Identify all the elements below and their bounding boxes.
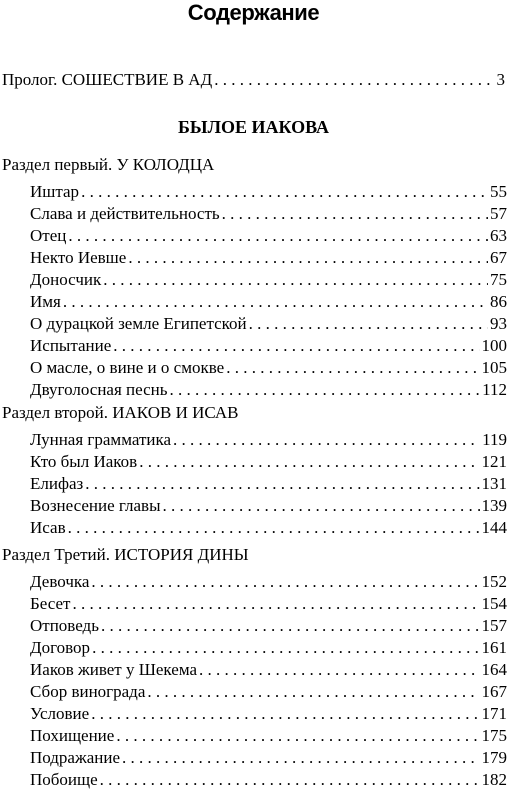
toc-entry-page: 93: [490, 313, 507, 335]
toc-entry-title: Елифаз: [30, 473, 83, 495]
toc-entry: [30, 379, 507, 401]
toc-entry-page: 157: [482, 615, 507, 637]
dot-leader: [122, 747, 479, 769]
dot-leader: [199, 659, 479, 681]
toc-entry: [30, 335, 507, 357]
toc-entry-title: Подражание: [30, 747, 120, 769]
toc-entry-page: 3: [497, 69, 506, 91]
toc-entry: [30, 517, 507, 539]
toc-entry: [30, 681, 507, 703]
dot-leader: [101, 615, 480, 637]
dot-leader: [249, 313, 488, 335]
toc-entry-page: 67: [490, 247, 507, 269]
toc-entry-page: 179: [482, 747, 507, 769]
dot-leader: [68, 517, 480, 539]
section-heading: Раздел второй. ИАКОВ И ИСАВ: [2, 403, 239, 423]
toc-entry: [30, 593, 507, 615]
dot-leader: [147, 681, 479, 703]
toc-entry-title: Имя: [30, 291, 61, 313]
dot-leader: [91, 571, 479, 593]
dot-leader: [128, 247, 488, 269]
toc-entry-page: 152: [482, 571, 507, 593]
toc-entry: [30, 291, 507, 313]
toc-entry: [30, 495, 507, 517]
toc-entry: [30, 269, 507, 291]
toc-entry-page: 144: [482, 517, 507, 539]
toc-entry-title: Договор: [30, 637, 90, 659]
dot-leader: [91, 703, 479, 725]
dot-leader: [85, 473, 479, 495]
toc-entry-page: 171: [482, 703, 507, 725]
toc-entry-page: 139: [482, 495, 507, 517]
toc-entry-title: Вознесение главы: [30, 495, 161, 517]
dot-leader: [226, 357, 479, 379]
toc-entry: [30, 473, 507, 495]
toc-entry: [30, 725, 507, 747]
toc-entry-title: Двуголосная песнь: [30, 379, 168, 401]
toc-entry-page: 112: [482, 379, 507, 401]
toc-entry-page: 175: [482, 725, 507, 747]
toc-entry-title: Некто Иевше: [30, 247, 126, 269]
toc-entry-page: 161: [482, 637, 507, 659]
dot-leader: [92, 637, 479, 659]
section-heading: Раздел первый. У КОЛОДЦА: [2, 155, 214, 175]
toc-entry-title: Побоище: [30, 769, 98, 791]
toc-entry-title: Иаков живет у Шекема: [30, 659, 197, 681]
toc-entry-title: Девочка: [30, 571, 89, 593]
toc-entry: [30, 769, 507, 791]
dot-leader: [163, 495, 480, 517]
toc-entry: [30, 247, 507, 269]
toc-entry: [30, 225, 507, 247]
toc-entry-page: 182: [482, 769, 507, 791]
toc-entry-title: Слава и действительность: [30, 203, 220, 225]
toc-entry: [30, 637, 507, 659]
toc-entry-page: 63: [490, 225, 507, 247]
toc-entry: [30, 571, 507, 593]
toc-entry-prolog: [2, 69, 505, 91]
toc-entry-page: 121: [482, 451, 507, 473]
dot-leader: [103, 269, 488, 291]
toc-entry: [30, 451, 507, 473]
toc-entry-page: 75: [490, 269, 507, 291]
toc-entries-section-2: [30, 429, 507, 539]
part-title: БЫЛОЕ ИАКОВА: [0, 116, 507, 138]
toc-entry-title: Исав: [30, 517, 66, 539]
toc-entry-title: Отец: [30, 225, 66, 247]
toc-entry: [30, 181, 507, 203]
toc-entry: [30, 203, 507, 225]
dot-leader: [214, 69, 494, 91]
dot-leader: [100, 769, 480, 791]
toc-entry: [30, 747, 507, 769]
dot-leader: [72, 593, 479, 615]
dot-leader: [116, 725, 479, 747]
toc-entry-page: 57: [490, 203, 507, 225]
toc-entry-title: Похищение: [30, 725, 114, 747]
toc-entry: [30, 615, 507, 637]
toc-entry: [30, 429, 507, 451]
dot-leader: [68, 225, 488, 247]
dot-leader: [139, 451, 479, 473]
toc-entry-title: Бесет: [30, 593, 70, 615]
toc-entry-title: Отповедь: [30, 615, 99, 637]
toc-entry-title: Условие: [30, 703, 89, 725]
toc-entry-title: Лунная грамматика: [30, 429, 171, 451]
toc-entry-title: Пролог. СОШЕСТВИЕ В АД: [2, 69, 212, 91]
toc-entry-title: Испытание: [30, 335, 111, 357]
toc-entries-section-3: [30, 571, 507, 791]
toc-entry: [30, 659, 507, 681]
page-title: Содержание: [0, 0, 507, 26]
toc-entry-title: О дурацкой земле Египетской: [30, 313, 247, 335]
dot-leader: [170, 379, 481, 401]
toc-entry-page: 86: [490, 291, 507, 313]
toc-entry-title: О масле, о вине и о смокве: [30, 357, 224, 379]
toc-entry-page: 154: [482, 593, 507, 615]
toc-entry-page: 167: [482, 681, 507, 703]
dot-leader: [173, 429, 480, 451]
toc-entry-page: 164: [482, 659, 507, 681]
toc-entry-page: 131: [482, 473, 507, 495]
dot-leader: [81, 181, 488, 203]
toc-entry-title: Кто был Иаков: [30, 451, 137, 473]
toc-entry: [30, 313, 507, 335]
toc-entry-title: Иштар: [30, 181, 79, 203]
dot-leader: [222, 203, 488, 225]
toc-entries-section-1: [30, 181, 507, 401]
dot-leader: [113, 335, 479, 357]
toc-entry-page: 100: [482, 335, 507, 357]
section-heading: Раздел Третий. ИСТОРИЯ ДИНЫ: [2, 545, 249, 565]
toc-entry-title: Сбор винограда: [30, 681, 145, 703]
toc-entry-page: 55: [490, 181, 507, 203]
dot-leader: [63, 291, 488, 313]
toc-entry-page: 105: [482, 357, 507, 379]
toc-entry-title: Доносчик: [30, 269, 101, 291]
toc-entry-page: 119: [482, 429, 507, 451]
toc-entry: [30, 357, 507, 379]
toc-entry: [30, 703, 507, 725]
